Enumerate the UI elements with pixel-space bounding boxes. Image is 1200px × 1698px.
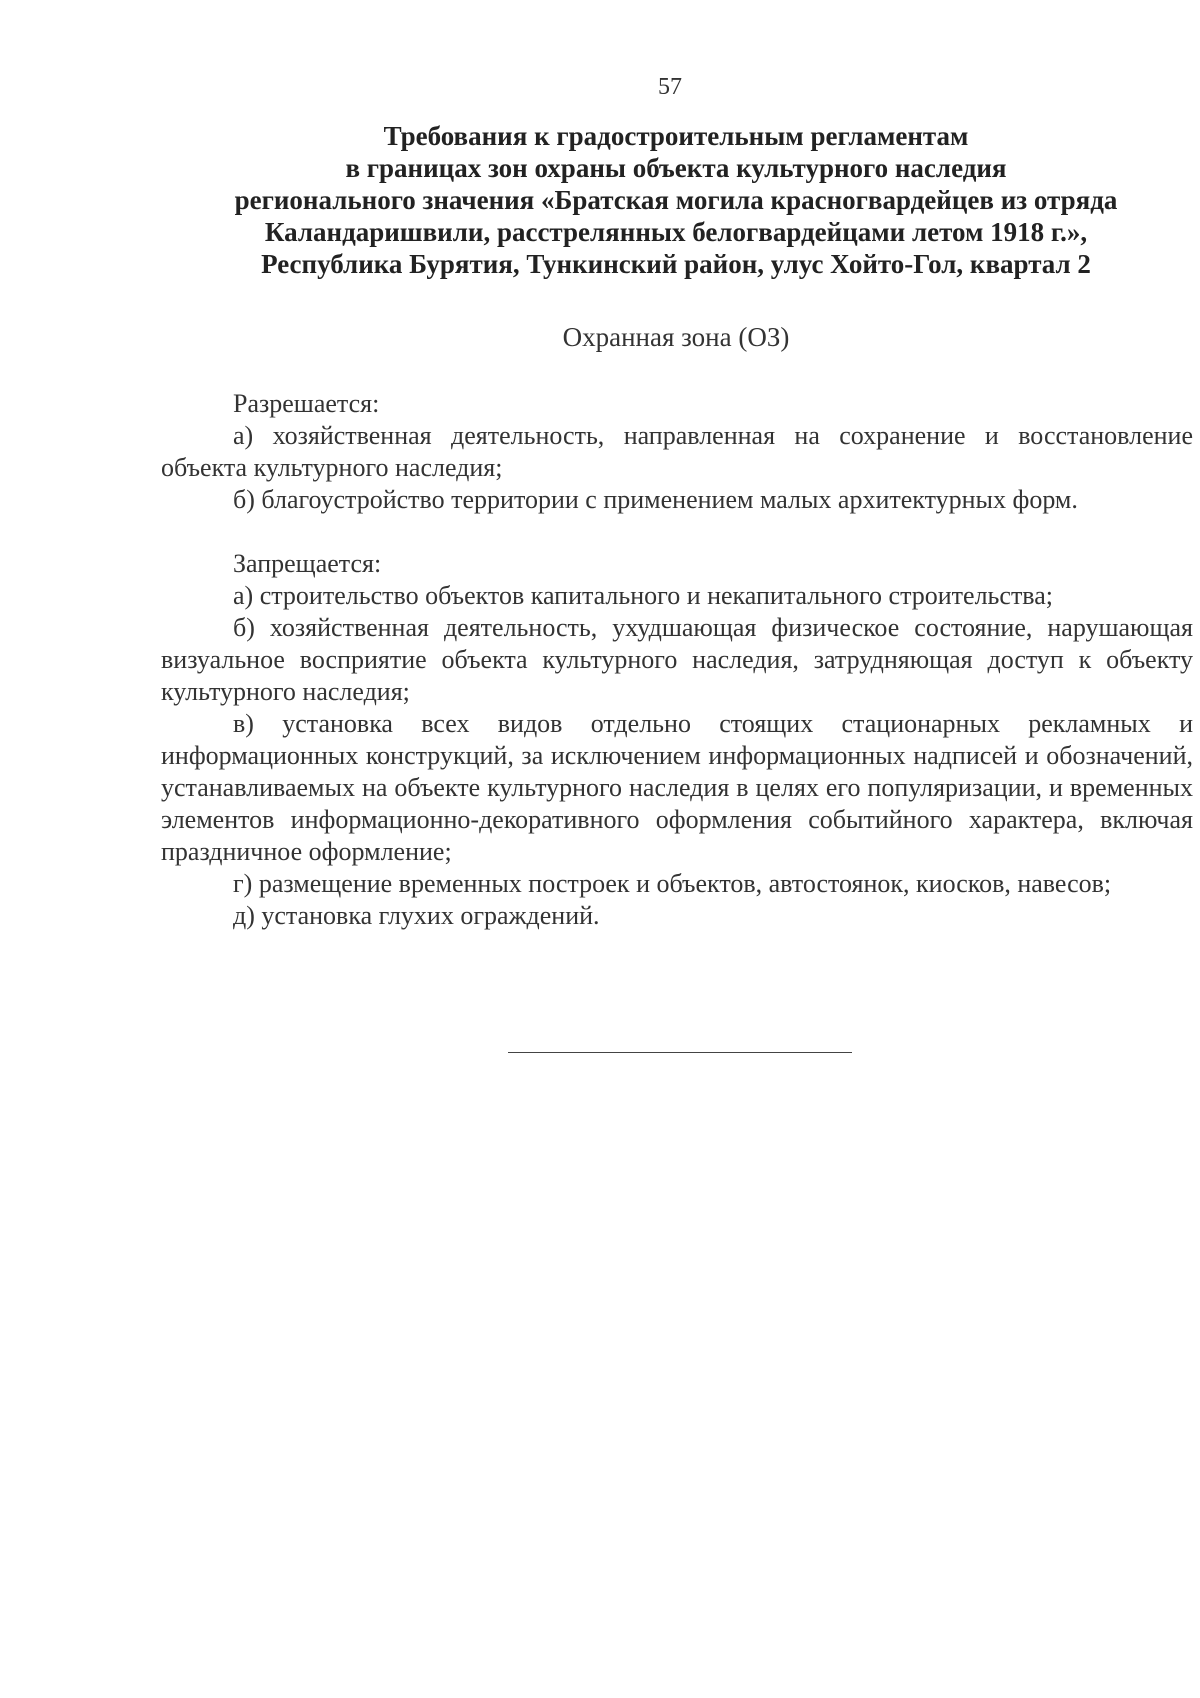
allowed-item: б) благоустройство территории с применением малых архитектурных форм. <box>233 485 1078 514</box>
section-gap <box>161 516 1193 548</box>
title-line: Каландаришвили, расстрелянных белогвардейцами летом 1918 г.», <box>264 217 1088 247</box>
prohibited-item: д) установка глухих ограждений. <box>233 901 600 930</box>
prohibited-item: в) установка всех видов отдельно стоящих стационарных рекламных и информационных конструкций, за исключением информационных надписей и обозначений, устанавливаемых на объекте культурного наследия в целях его популяризации, и временных элементов информационно-декоративного оформления событийного характера, включая праздничное оформление; <box>161 709 1193 866</box>
title-line: Республика Бурятия, Тункинский район, улус Хойто-Гол, квартал 2 <box>261 249 1091 279</box>
prohibited-heading: Запрещается: <box>233 549 382 578</box>
document-title <box>158 120 1194 280</box>
allowed-heading: Разрешается: <box>233 389 380 418</box>
title-line: в границах зон охраны объекта культурного наследия <box>345 153 1007 183</box>
prohibited-item: г) размещение временных построек и объектов, автостоянок, киосков, навесов; <box>233 869 1112 898</box>
allowed-item: а) хозяйственная деятельность, направленная на сохранение и восстановление объекта культурного наследия; <box>161 421 1193 482</box>
zone-title: Охранная зона (ОЗ) <box>562 322 790 352</box>
page-number: 57 <box>658 74 682 100</box>
end-divider-line <box>508 1052 852 1053</box>
prohibited-item: а) строительство объектов капитального и некапитального строительства; <box>233 581 1054 610</box>
title-line: регионального значения «Братская могила красногвардейцев из отряда <box>234 185 1118 215</box>
title-line: Требования к градостроительным регламентам <box>383 121 969 151</box>
document-body <box>161 388 1193 932</box>
prohibited-item: б) хозяйственная деятельность, ухудшающая физическое состояние, нарушающая визуальное восприятие объекта культурного наследия, затрудняющая доступ к объекту культурного наследия; <box>161 613 1193 706</box>
